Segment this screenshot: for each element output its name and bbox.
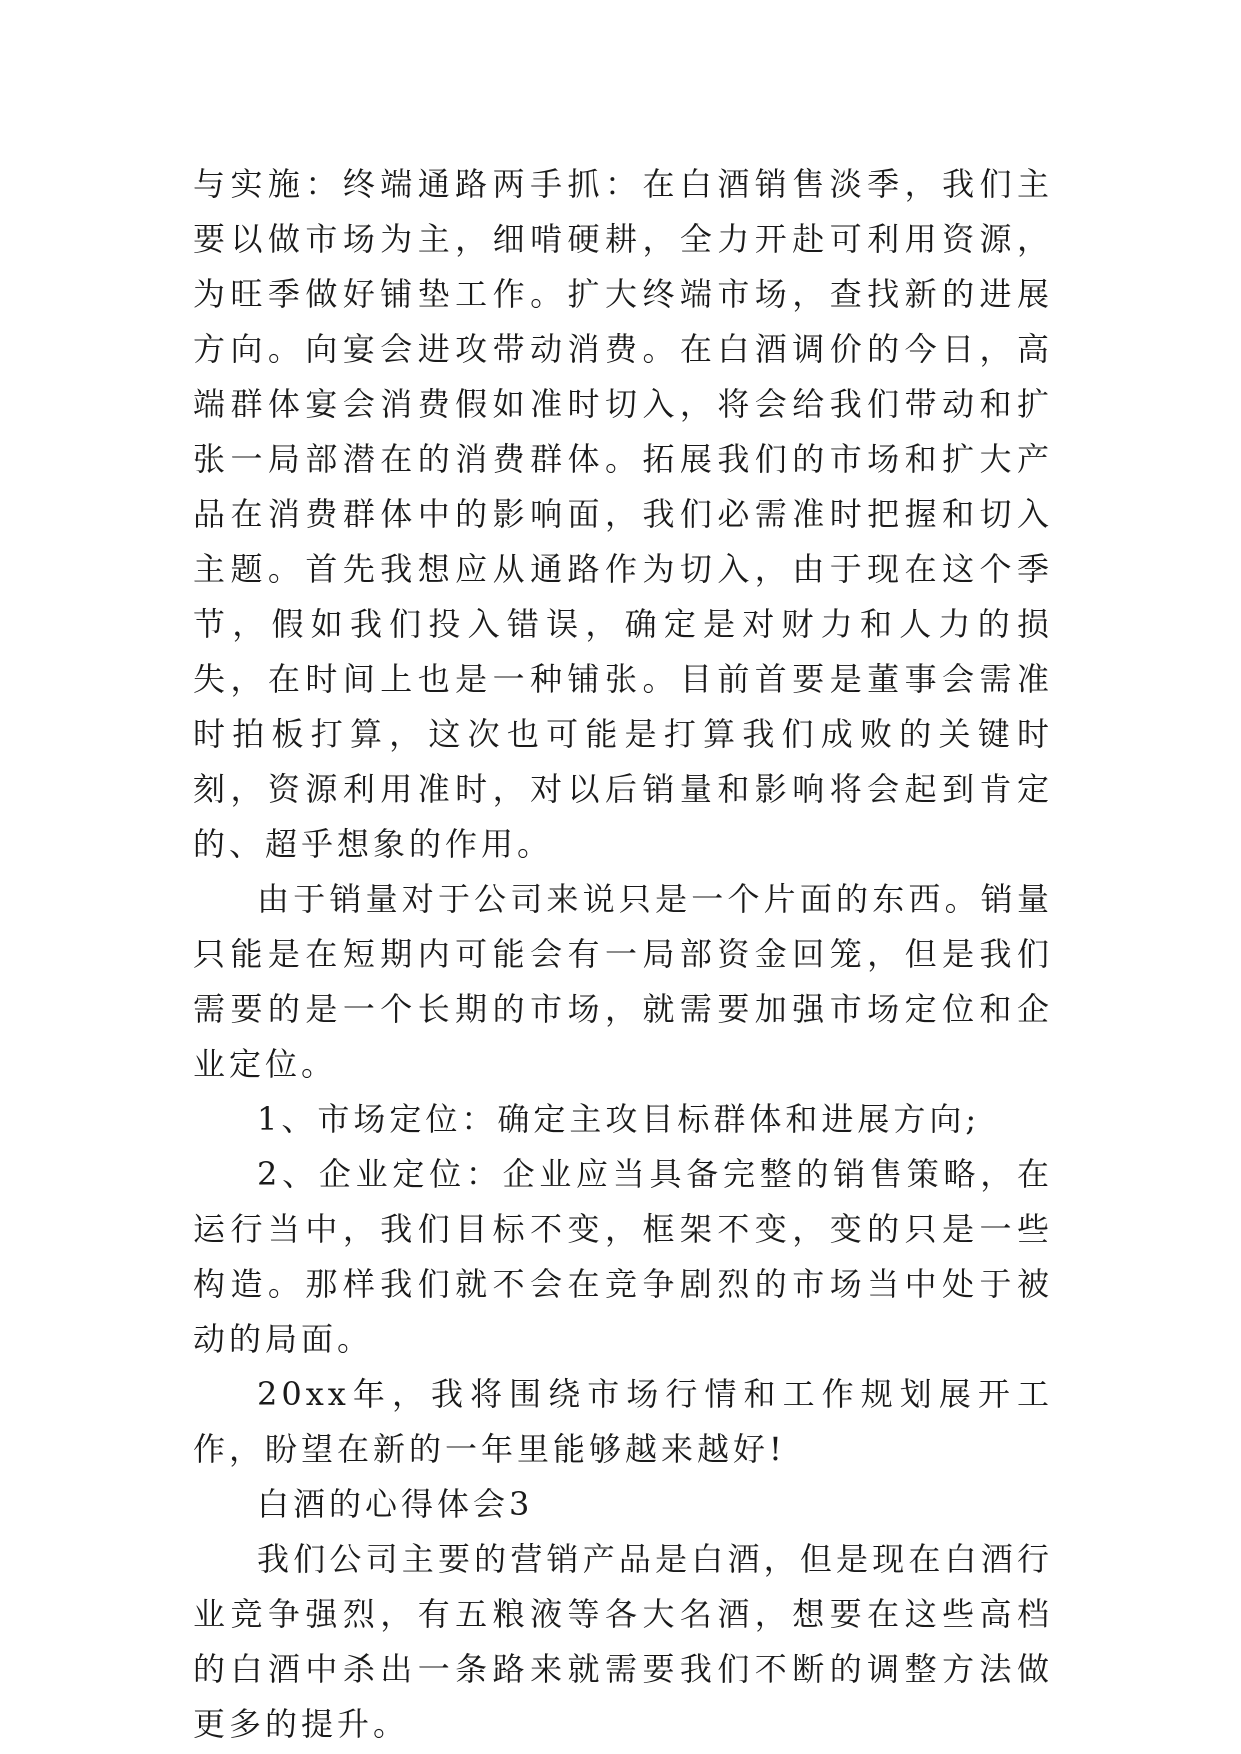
paragraph-company-products: 我们公司主要的营销产品是白酒，但是现在白酒行业竞争强烈，有五粮液等各大名酒，想要在这些高档的白酒中杀出一条路来就需要我们不断的调整方法做更多的提升。 bbox=[193, 1540, 1053, 1743]
paragraph-sales-volume: 由于销量对于公司来说只是一个片面的东西。销量只能是在短期内可能会有一局部资金回笼，但是我们需要的是一个长期的市场，就需要加强市场定位和企业定位。 bbox=[193, 880, 1053, 1083]
section-heading: 白酒的心得体会3 bbox=[257, 1485, 534, 1523]
document-body bbox=[193, 157, 1053, 1752]
paragraph-enterprise-positioning: 2、企业定位：企业应当具备完整的销售策略，在运行当中，我们目标不变，框架不变，变的只是一些构造。那样我们就不会在竞争剧烈的市场当中处于被动的局面。 bbox=[193, 1155, 1053, 1358]
paragraph-market-positioning: 1、市场定位：确定主攻目标群体和进展方向; bbox=[257, 1100, 981, 1138]
paragraph-year-plan: 20xx年，我将围绕市场行情和工作规划展开工作，盼望在新的一年里能够越来越好! bbox=[193, 1375, 1053, 1468]
paragraph-continuation: 与实施：终端通路两手抓：在白酒销售淡季，我们主要以做市场为主，细啃硬耕，全力开赴可利用资源，为旺季做好铺垫工作。扩大终端市场，查找新的进展方向。向宴会进攻带动消费。在白酒调价的今日，高端群体宴会消费假如准时切入，将会给我们带动和扩张一局部潜在的消费群体。拓展我们的市场和扩大产品在消费群体中的影响面，我们必需准时把握和切入主题。首先我想应从通路作为切入，由于现在这个季节，假如我们投入错误，确定是对财力和人力的损失，在时间上也是一种铺张。目前首要是董事会需准时拍板打算，这次也可能是打算我们成败的关键时刻，资源利用准时，对以后销量和影响将会起到肯定的、超乎想象的作用。 bbox=[193, 165, 1053, 863]
